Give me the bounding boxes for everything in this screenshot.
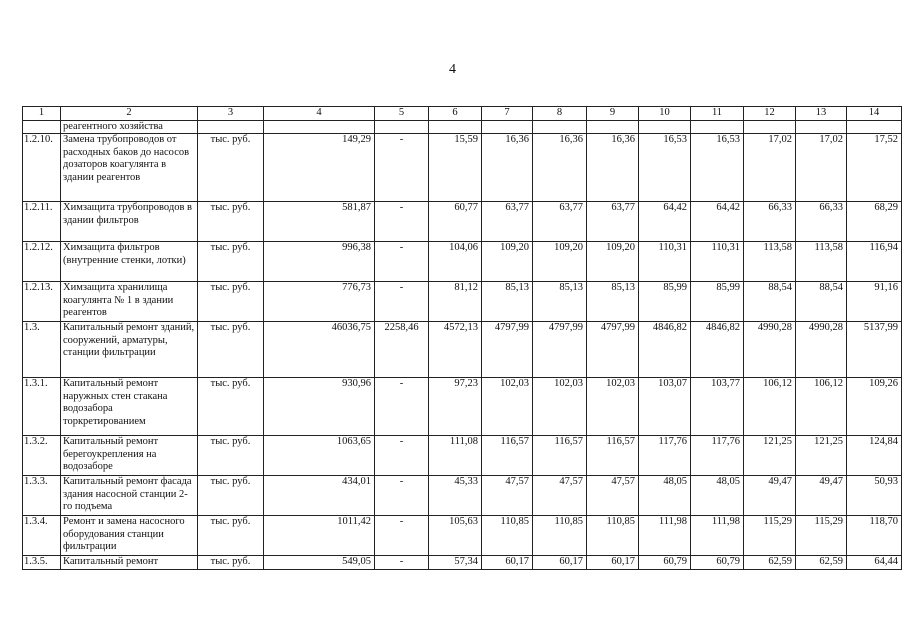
- value-cell-col-11: 48,05: [691, 476, 744, 516]
- table-row: [23, 516, 902, 556]
- column-header-5: 5: [375, 107, 429, 121]
- value-cell-col-8: 63,77: [533, 202, 587, 242]
- column-header-2: 2: [61, 107, 198, 121]
- value-cell-col-13: 49,47: [796, 476, 847, 516]
- value-cell-col-4: 776,73: [264, 282, 375, 322]
- table-row: [23, 134, 902, 202]
- value-cell-col-5: -: [375, 516, 429, 556]
- row-unit: тыс. руб.: [198, 282, 264, 322]
- value-cell-col-13: 62,59: [796, 556, 847, 570]
- value-cell-col-9: 47,57: [587, 476, 639, 516]
- value-cell-col-13: 106,12: [796, 378, 847, 436]
- value-cell-col-5: -: [375, 282, 429, 322]
- value-cell-col-8: 116,57: [533, 436, 587, 476]
- table-row: [23, 322, 902, 378]
- value-cell-col-12: 17,02: [744, 134, 796, 202]
- value-cell-col-13: 66,33: [796, 202, 847, 242]
- value-cell-col-10: 60,79: [639, 556, 691, 570]
- value-cell-col-11: 111,98: [691, 516, 744, 556]
- row-code: [23, 121, 61, 134]
- row-code: 1.3.4.: [23, 516, 61, 556]
- table-row: [23, 202, 902, 242]
- value-cell-col-6: 111,08: [429, 436, 482, 476]
- value-cell-col-8: 4797,99: [533, 322, 587, 378]
- row-code: 1.2.12.: [23, 242, 61, 282]
- value-cell-col-9: 110,85: [587, 516, 639, 556]
- value-cell-col-9: [587, 121, 639, 134]
- value-cell-col-9: 116,57: [587, 436, 639, 476]
- row-code: 1.3.1.: [23, 378, 61, 436]
- value-cell-col-6: 104,06: [429, 242, 482, 282]
- row-name: Капитальный ремонт фасада здания насосной станции 2-го подъема: [61, 476, 198, 516]
- value-cell-col-10: 103,07: [639, 378, 691, 436]
- value-cell-col-6: 81,12: [429, 282, 482, 322]
- value-cell-col-4: 1063,65: [264, 436, 375, 476]
- value-cell-col-13: 4990,28: [796, 322, 847, 378]
- row-name: реагентного хозяйства: [61, 121, 198, 134]
- column-header-7: 7: [482, 107, 533, 121]
- row-name: Капитальный ремонт наружных стен стакана водозабора торкретированием: [61, 378, 198, 436]
- table-row: [23, 476, 902, 516]
- column-header-9: 9: [587, 107, 639, 121]
- value-cell-col-9: 102,03: [587, 378, 639, 436]
- column-header-10: 10: [639, 107, 691, 121]
- row-name: Химзащита трубопроводов в здании фильтров: [61, 202, 198, 242]
- row-unit: [198, 121, 264, 134]
- value-cell-col-10: [639, 121, 691, 134]
- value-cell-col-6: [429, 121, 482, 134]
- value-cell-col-10: 16,53: [639, 134, 691, 202]
- value-cell-col-14: 124,84: [847, 436, 902, 476]
- value-cell-col-4: 149,29: [264, 134, 375, 202]
- value-cell-col-10: 48,05: [639, 476, 691, 516]
- row-code: 1.2.11.: [23, 202, 61, 242]
- value-cell-col-7: 116,57: [482, 436, 533, 476]
- value-cell-col-14: 50,93: [847, 476, 902, 516]
- column-header-12: 12: [744, 107, 796, 121]
- row-unit: тыс. руб.: [198, 436, 264, 476]
- row-code: 1.3.2.: [23, 436, 61, 476]
- value-cell-col-8: [533, 121, 587, 134]
- value-cell-col-8: 60,17: [533, 556, 587, 570]
- value-cell-col-10: 111,98: [639, 516, 691, 556]
- value-cell-col-11: 110,31: [691, 242, 744, 282]
- value-cell-col-6: 4572,13: [429, 322, 482, 378]
- row-unit: тыс. руб.: [198, 378, 264, 436]
- value-cell-col-14: 118,70: [847, 516, 902, 556]
- header-row: [23, 107, 902, 121]
- value-cell-col-5: -: [375, 202, 429, 242]
- value-cell-col-13: 115,29: [796, 516, 847, 556]
- column-header-6: 6: [429, 107, 482, 121]
- row-unit: тыс. руб.: [198, 322, 264, 378]
- row-unit: тыс. руб.: [198, 516, 264, 556]
- value-cell-col-12: 113,58: [744, 242, 796, 282]
- value-cell-col-9: 63,77: [587, 202, 639, 242]
- column-header-1: 1: [23, 107, 61, 121]
- value-cell-col-14: 109,26: [847, 378, 902, 436]
- value-cell-col-12: 62,59: [744, 556, 796, 570]
- value-cell-col-6: 60,77: [429, 202, 482, 242]
- value-cell-col-11: 103,77: [691, 378, 744, 436]
- value-cell-col-6: 105,63: [429, 516, 482, 556]
- value-cell-col-11: 64,42: [691, 202, 744, 242]
- value-cell-col-4: 996,38: [264, 242, 375, 282]
- value-cell-col-6: 97,23: [429, 378, 482, 436]
- value-cell-col-14: [847, 121, 902, 134]
- value-cell-col-5: -: [375, 134, 429, 202]
- value-cell-col-6: 57,34: [429, 556, 482, 570]
- value-cell-col-13: 121,25: [796, 436, 847, 476]
- value-cell-col-12: 66,33: [744, 202, 796, 242]
- table-row: [23, 436, 902, 476]
- value-cell-col-7: 47,57: [482, 476, 533, 516]
- value-cell-col-9: 60,17: [587, 556, 639, 570]
- value-cell-col-5: [375, 121, 429, 134]
- value-cell-col-9: 109,20: [587, 242, 639, 282]
- value-cell-col-9: 4797,99: [587, 322, 639, 378]
- value-cell-col-12: 115,29: [744, 516, 796, 556]
- value-cell-col-11: [691, 121, 744, 134]
- row-name: Ремонт и замена насосного оборудования станции фильтрации: [61, 516, 198, 556]
- value-cell-col-10: 85,99: [639, 282, 691, 322]
- value-cell-col-11: 60,79: [691, 556, 744, 570]
- value-cell-col-11: 16,53: [691, 134, 744, 202]
- row-code: 1.3.: [23, 322, 61, 378]
- value-cell-col-8: 85,13: [533, 282, 587, 322]
- value-cell-col-8: 102,03: [533, 378, 587, 436]
- row-name: Замена трубопроводов от расходных баков до насосов дозаторов коагулянта в здании реагентов: [61, 134, 198, 202]
- row-name: Капитальный ремонт: [61, 556, 198, 570]
- value-cell-col-14: 64,44: [847, 556, 902, 570]
- value-cell-col-7: [482, 121, 533, 134]
- value-cell-col-6: 15,59: [429, 134, 482, 202]
- row-name: Капитальный ремонт берегоукрепления на водозаборе: [61, 436, 198, 476]
- value-cell-col-7: 102,03: [482, 378, 533, 436]
- value-cell-col-4: 46036,75: [264, 322, 375, 378]
- row-unit: тыс. руб.: [198, 134, 264, 202]
- value-cell-col-14: 116,94: [847, 242, 902, 282]
- value-cell-col-4: 434,01: [264, 476, 375, 516]
- column-header-3: 3: [198, 107, 264, 121]
- row-code: 1.2.10.: [23, 134, 61, 202]
- table-row: [23, 556, 902, 570]
- value-cell-col-7: 109,20: [482, 242, 533, 282]
- value-cell-col-5: -: [375, 436, 429, 476]
- value-cell-col-7: 4797,99: [482, 322, 533, 378]
- value-cell-col-6: 45,33: [429, 476, 482, 516]
- data-table: [22, 106, 902, 570]
- row-code: 1.2.13.: [23, 282, 61, 322]
- value-cell-col-5: -: [375, 378, 429, 436]
- value-cell-col-12: 88,54: [744, 282, 796, 322]
- value-cell-col-5: -: [375, 556, 429, 570]
- value-cell-col-13: [796, 121, 847, 134]
- table-row: [23, 282, 902, 322]
- value-cell-col-7: 110,85: [482, 516, 533, 556]
- value-cell-col-9: 85,13: [587, 282, 639, 322]
- value-cell-col-14: 5137,99: [847, 322, 902, 378]
- value-cell-col-8: 110,85: [533, 516, 587, 556]
- row-name: Капитальный ремонт зданий, сооружений, арматуры, станции фильтрации: [61, 322, 198, 378]
- value-cell-col-5: 2258,46: [375, 322, 429, 378]
- value-cell-col-10: 4846,82: [639, 322, 691, 378]
- value-cell-col-7: 63,77: [482, 202, 533, 242]
- row-unit: тыс. руб.: [198, 556, 264, 570]
- value-cell-col-10: 64,42: [639, 202, 691, 242]
- value-cell-col-11: 85,99: [691, 282, 744, 322]
- table-row: [23, 242, 902, 282]
- page-number: 4: [449, 62, 456, 77]
- value-cell-col-12: [744, 121, 796, 134]
- value-cell-col-4: 549,05: [264, 556, 375, 570]
- value-cell-col-12: 121,25: [744, 436, 796, 476]
- value-cell-col-12: 4990,28: [744, 322, 796, 378]
- column-header-4: 4: [264, 107, 375, 121]
- row-unit: тыс. руб.: [198, 242, 264, 282]
- column-header-11: 11: [691, 107, 744, 121]
- value-cell-col-13: 113,58: [796, 242, 847, 282]
- value-cell-col-4: 930,96: [264, 378, 375, 436]
- table-row: [23, 378, 902, 436]
- value-cell-col-5: -: [375, 242, 429, 282]
- value-cell-col-4: 581,87: [264, 202, 375, 242]
- row-unit: тыс. руб.: [198, 202, 264, 242]
- row-name: Химзащита хранилища коагулянта № 1 в здании реагентов: [61, 282, 198, 322]
- value-cell-col-8: 47,57: [533, 476, 587, 516]
- column-header-13: 13: [796, 107, 847, 121]
- value-cell-col-13: 88,54: [796, 282, 847, 322]
- row-code: 1.3.3.: [23, 476, 61, 516]
- value-cell-col-10: 117,76: [639, 436, 691, 476]
- row-code: 1.3.5.: [23, 556, 61, 570]
- value-cell-col-10: 110,31: [639, 242, 691, 282]
- row-unit: тыс. руб.: [198, 476, 264, 516]
- value-cell-col-12: 49,47: [744, 476, 796, 516]
- column-header-8: 8: [533, 107, 587, 121]
- value-cell-col-12: 106,12: [744, 378, 796, 436]
- value-cell-col-7: 60,17: [482, 556, 533, 570]
- value-cell-col-14: 91,16: [847, 282, 902, 322]
- column-header-14: 14: [847, 107, 902, 121]
- value-cell-col-14: 68,29: [847, 202, 902, 242]
- value-cell-col-7: 85,13: [482, 282, 533, 322]
- value-cell-col-11: 4846,82: [691, 322, 744, 378]
- value-cell-col-8: 16,36: [533, 134, 587, 202]
- row-name: Химзащита фильтров (внутренние стенки, лотки): [61, 242, 198, 282]
- value-cell-col-5: -: [375, 476, 429, 516]
- value-cell-col-9: 16,36: [587, 134, 639, 202]
- value-cell-col-4: 1011,42: [264, 516, 375, 556]
- value-cell-col-14: 17,52: [847, 134, 902, 202]
- value-cell-col-7: 16,36: [482, 134, 533, 202]
- value-cell-col-11: 117,76: [691, 436, 744, 476]
- value-cell-col-8: 109,20: [533, 242, 587, 282]
- value-cell-col-4: [264, 121, 375, 134]
- value-cell-col-13: 17,02: [796, 134, 847, 202]
- table-row: [23, 121, 902, 134]
